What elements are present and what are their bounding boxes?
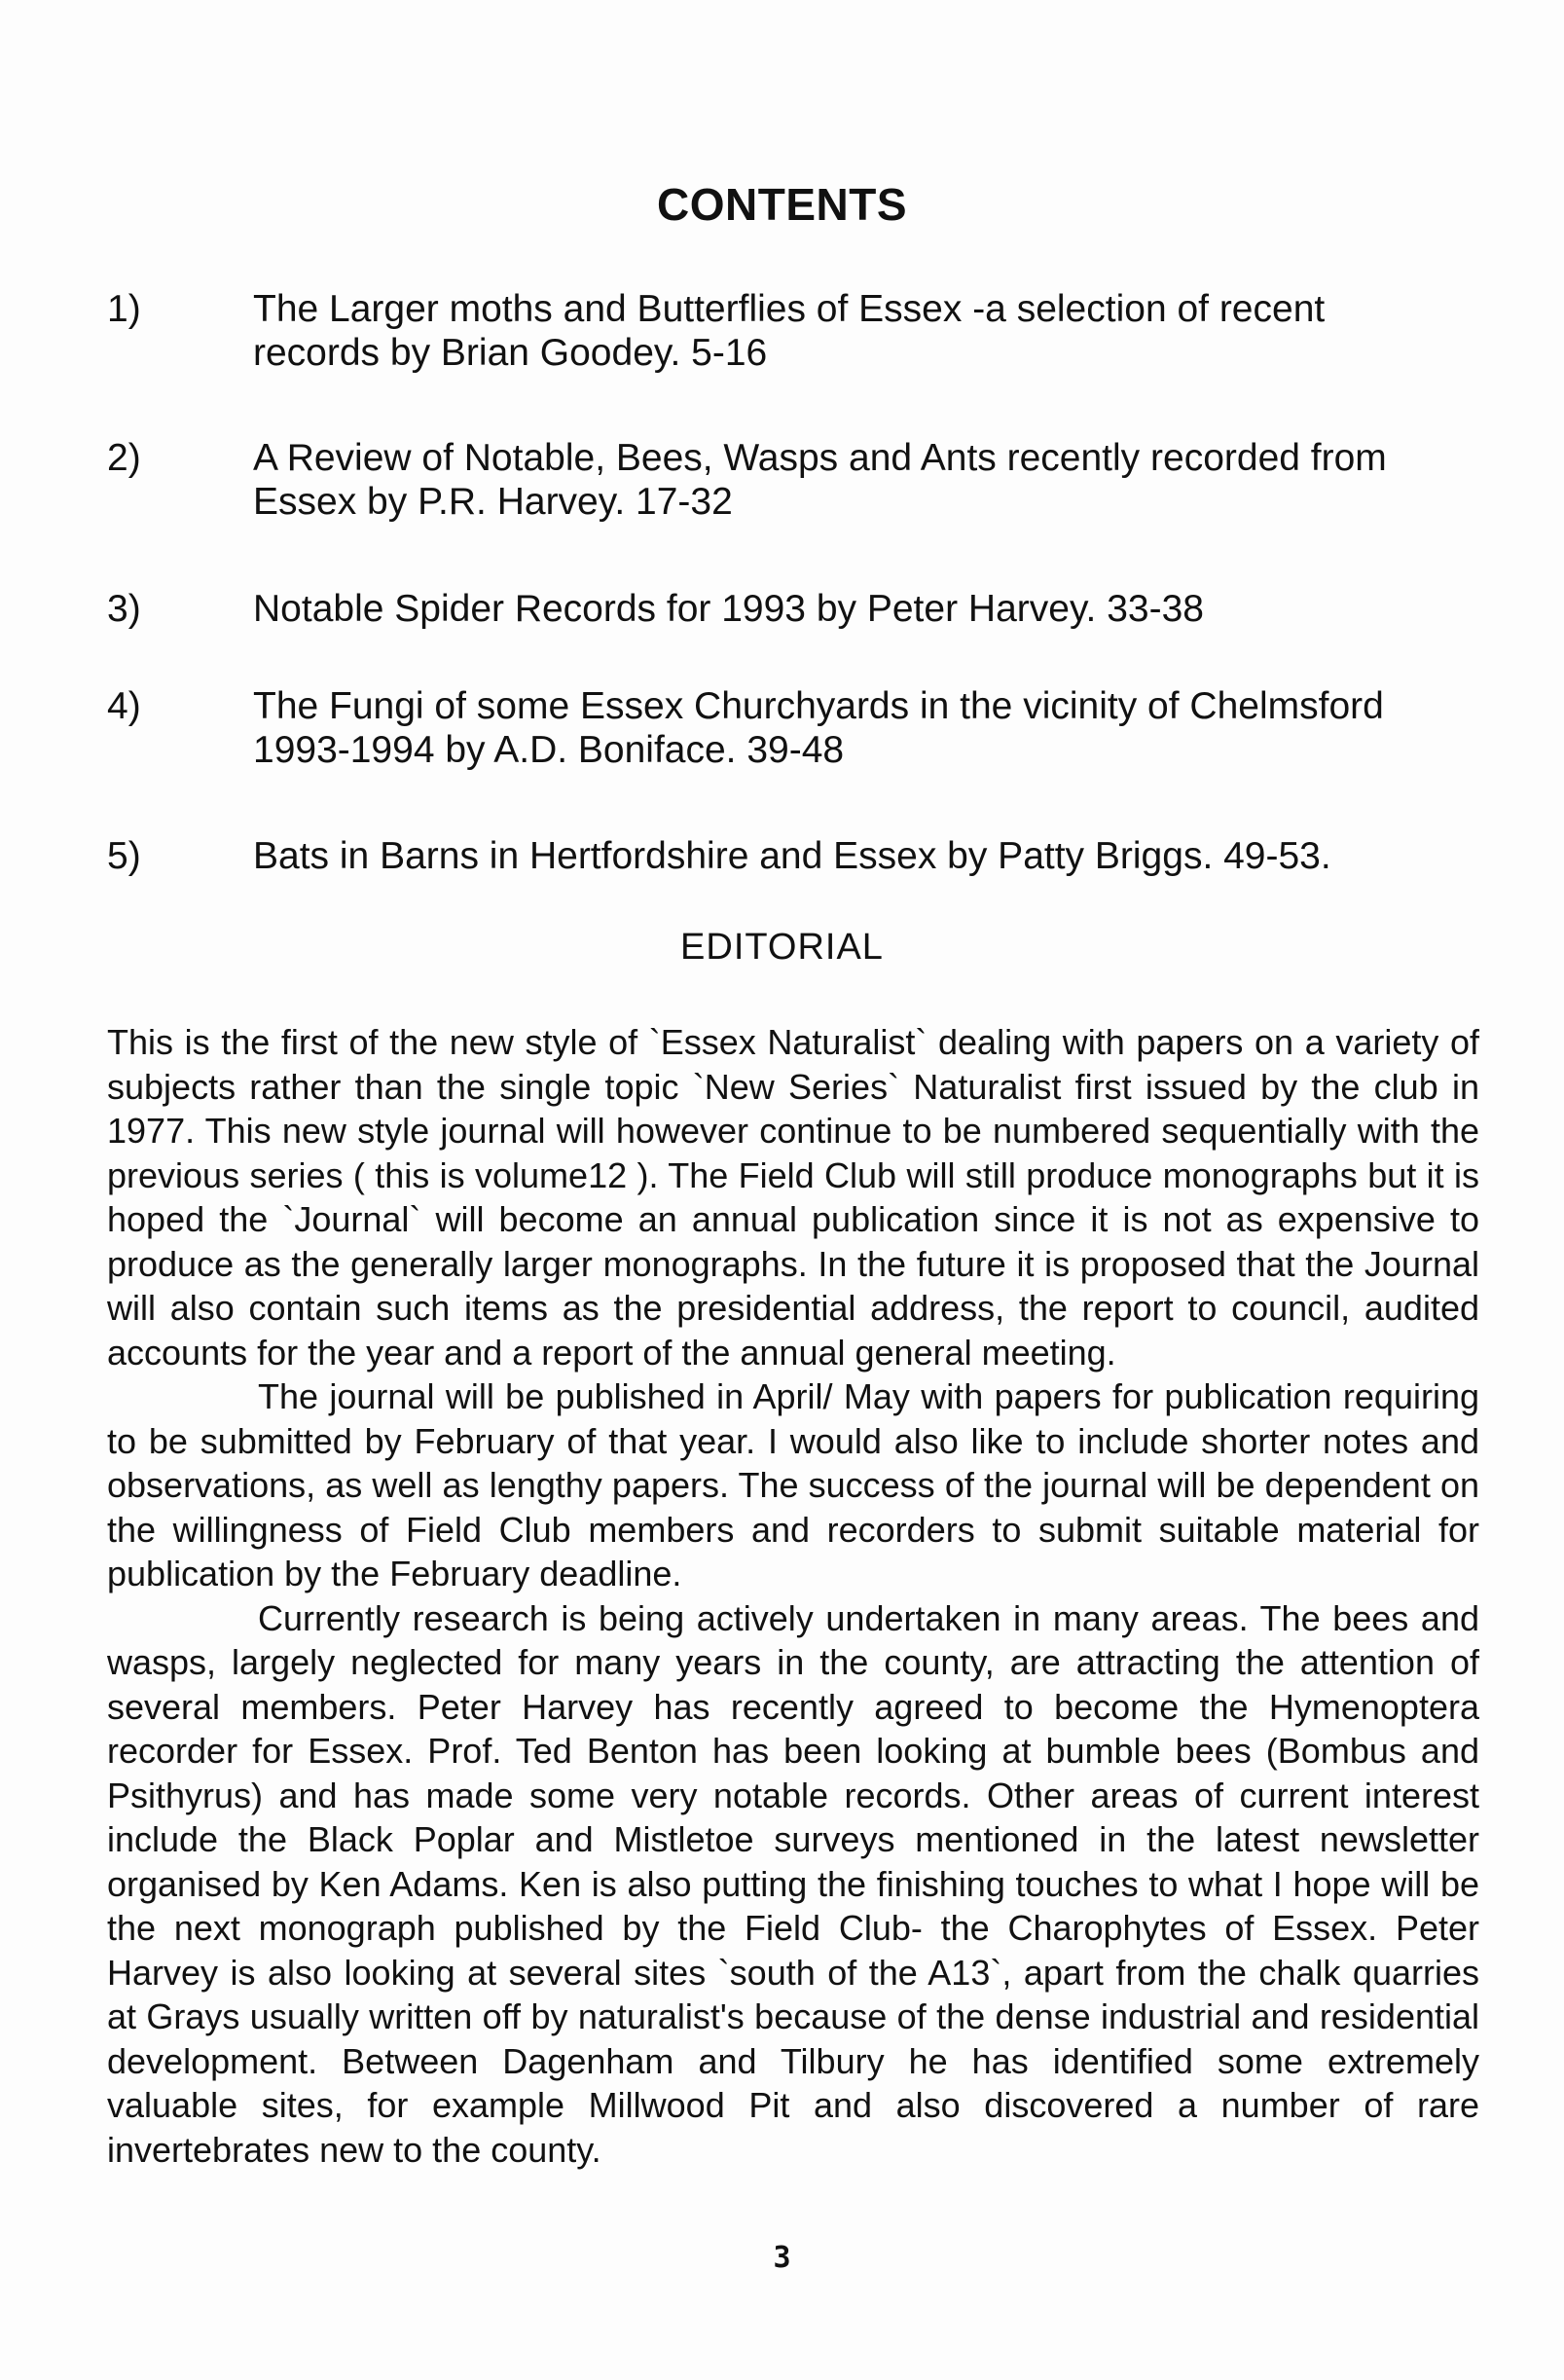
toc-entry-text: The Larger moths and Butterflies of Essex -a selection of recent records by Brian Goodey. 5-16 xyxy=(253,288,1326,374)
toc-entry-number: 5) xyxy=(107,835,141,877)
toc-entry-text: Bats in Barns in Hertfordshire and Essex by Patty Briggs. 49-53. xyxy=(253,835,1331,877)
toc-entry-text: The Fungi of some Essex Churchyards in the vicinity of Chelmsford 1993-1994 by A.D. Boniface. 39-48 xyxy=(253,685,1384,771)
editorial-paragraph-2: The journal will be published in April/ May with papers for publication requiring to be submitted by February of that year. I would also like to include shorter notes and observations, as well as lengthy papers. The success of the journal will be dependent on the willingness of Field Club members and recorders to submit suitable material for publication by the February deadline. xyxy=(107,1376,1479,1593)
toc-entry-text: Notable Spider Records for 1993 by Peter Harvey. 33-38 xyxy=(253,588,1204,630)
toc-entry-number: 3) xyxy=(107,588,141,630)
editorial-paragraph-3: Currently research is being actively undertaken in many areas. The bees and wasps, largely neglected for many years in the county, are attracting the attention of several members. Peter Harvey has recently agreed to become the Hymenoptera recorder for Essex. Prof. Ted Benton has been looking at bumble bees (Bombus and Psithyrus) and has made some very notable records. Other areas of current interest include the Black Poplar and Mistletoe surveys mentioned in the latest newsletter organised by Ken Adams. Ken is also putting the finishing touches to what I hope will be the next monograph published by the Field Club- the Charophytes of Essex. Peter Harvey is also looking at several sites `south of the A13`, apart from the chalk quarries at Grays usually written off by naturalist's because of the dense industrial and residential development. Between Dagenham and Tilbury he has identified some extremely valuable sites, for example Millwood Pit and also discovered a number of rare invertebrates new to the county. xyxy=(107,1597,1479,2170)
page-number: 3 xyxy=(773,2241,791,2275)
editorial-paragraph-1: This is the first of the new style of `Essex Naturalist` dealing with papers on a variety of subjects rather than the single topic `New Series` Naturalist first issued by the club in 1977. This new style journal will however continue to be numbered sequentially with the previous series ( this is volume12 ). The Field Club will still produce monographs but it is hoped the `Journal` will become an annual publication since it is not as expensive to produce as the generally larger monographs. In the future it is proposed that the Journal will also contain such items as the presidential address, the report to council, audited accounts for the year and a report of the annual general meeting. xyxy=(107,1022,1479,1373)
contents-heading: CONTENTS xyxy=(657,179,907,230)
editorial-body xyxy=(107,1020,1479,2172)
toc-entry-number: 1) xyxy=(107,288,141,330)
toc-entry-number: 2) xyxy=(107,437,141,479)
toc-entry-number: 4) xyxy=(107,685,141,727)
toc-entry-text: A Review of Notable, Bees, Wasps and Ants recently recorded from Essex by P.R. Harvey. 17-32 xyxy=(253,437,1387,523)
editorial-heading: EDITORIAL xyxy=(680,927,884,968)
